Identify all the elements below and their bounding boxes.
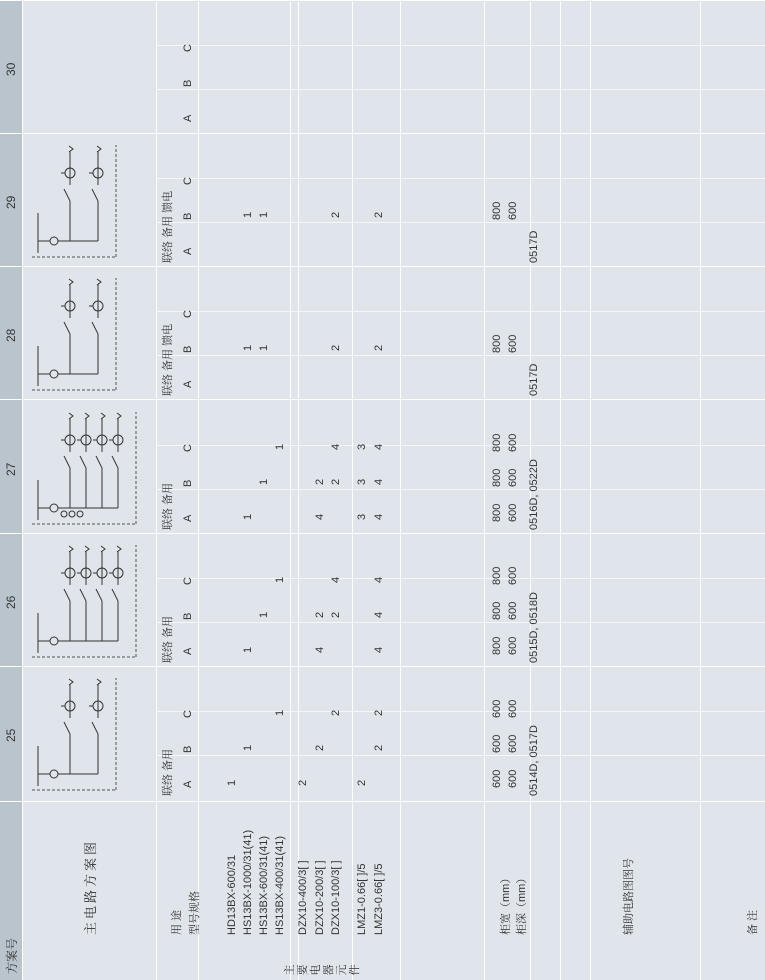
cabinet-width-value: 800 <box>491 468 503 487</box>
circuit-line <box>80 456 86 468</box>
cabinet-width-value: 800 <box>491 334 503 353</box>
component-qty: 1 <box>274 576 286 583</box>
outgoing-arrow <box>117 546 121 552</box>
aux-circuit-code: 0517D <box>528 230 540 263</box>
main-components-label <box>284 964 362 976</box>
main-circuit-diagram <box>24 674 154 794</box>
component-qty: 1 <box>258 478 270 485</box>
scheme-number: 27 <box>4 462 18 476</box>
grid-subline <box>156 89 765 90</box>
outgoing-arrow <box>101 546 105 552</box>
component-name: DZX10-200/3[ ] <box>314 860 326 935</box>
phase-label: C <box>182 177 194 185</box>
grid-vline <box>0 133 765 134</box>
component-qty: 2 <box>314 744 326 751</box>
phase-label: A <box>182 247 194 255</box>
main-components-char: 主 <box>284 964 296 976</box>
outgoing-arrow <box>69 546 73 552</box>
component-qty: 1 <box>242 344 254 351</box>
phase-label: A <box>182 780 194 788</box>
component-qty: 1 <box>258 611 270 618</box>
phase-label: A <box>182 114 194 122</box>
component-qty: 1 <box>274 709 286 716</box>
outgoing-arrow <box>97 146 101 152</box>
main-components-char: 元 <box>336 964 348 976</box>
circuit-line <box>96 589 102 601</box>
grid-hline <box>700 0 701 980</box>
grid-hline <box>560 0 561 980</box>
cabinet-depth-value: 600 <box>507 468 519 487</box>
usage-label: 用 途 <box>171 909 183 935</box>
scheme-number: 29 <box>4 195 18 209</box>
component-name: LMZ3-0.66[ ]/5 <box>373 863 385 935</box>
breaker-symbol <box>50 637 58 645</box>
cabinet-depth-value: 600 <box>507 699 519 718</box>
component-qty: 1 <box>274 443 286 450</box>
cabinet-depth-value: 600 <box>507 636 519 655</box>
circuit-line <box>92 722 98 734</box>
outgoing-arrow <box>69 146 73 152</box>
outgoing-arrow <box>69 279 73 285</box>
scheme-number-band <box>0 0 22 980</box>
grid-hline <box>22 0 23 980</box>
grid-hline <box>298 0 299 980</box>
outgoing-arrow <box>69 413 73 419</box>
cabinet-depth-value: 600 <box>507 201 519 220</box>
main-components-char: 电 <box>310 964 322 976</box>
grid-subline <box>156 578 765 579</box>
scheme-usage: 联络 备用 馈电 <box>162 323 174 396</box>
circuit-line <box>80 589 86 601</box>
outgoing-arrow <box>85 546 89 552</box>
main-circuit-diagram <box>24 541 154 661</box>
aux-circuit-code: 0514D, 0517D <box>528 725 540 796</box>
component-qty: 1 <box>242 744 254 751</box>
grid-subline <box>156 355 765 356</box>
component-qty: 2 <box>373 709 385 716</box>
aux-circuit-code: 0515D, 0518D <box>528 592 540 663</box>
outgoing-arrow <box>97 279 101 285</box>
component-name: HS13BX-400/31(41) <box>274 835 286 935</box>
cabinet-depth-value: 600 <box>507 433 519 452</box>
breaker-symbol <box>69 511 75 517</box>
component-qty: 1 <box>242 646 254 653</box>
phase-label: C <box>182 310 194 318</box>
grid-hline <box>156 0 157 980</box>
grid-hline <box>590 0 591 980</box>
breaker-symbol <box>61 511 67 517</box>
component-qty: 2 <box>356 779 368 786</box>
cabinet-width-value: 800 <box>491 201 503 220</box>
grid-subline <box>156 622 765 623</box>
cabinet-width-value: 600 <box>491 734 503 753</box>
cabinet-depth-value: 600 <box>507 503 519 522</box>
outgoing-arrow <box>117 413 121 419</box>
cabinet-depth-value: 600 <box>507 601 519 620</box>
circuit-line <box>64 322 70 334</box>
grid-hline <box>198 0 199 980</box>
component-qty: 4 <box>373 478 385 485</box>
component-qty: 2 <box>373 744 385 751</box>
grid-hline <box>352 0 353 980</box>
grid-subline <box>156 755 765 756</box>
grid-subline <box>156 222 765 223</box>
component-qty: 2 <box>314 611 326 618</box>
breaker-symbol <box>50 770 58 778</box>
component-qty: 4 <box>330 443 342 450</box>
phase-label: B <box>182 212 194 220</box>
circuit-line <box>64 189 70 201</box>
scheme-number-header: 方案号 <box>5 937 19 974</box>
main-components-char: 器 <box>323 964 335 976</box>
cabinet-width-label: 柜宽（mm） <box>500 872 512 935</box>
component-qty: 1 <box>258 211 270 218</box>
aux-circuit-code: 0516D, 0522D <box>528 459 540 530</box>
component-qty: 4 <box>373 443 385 450</box>
phase-label: B <box>182 745 194 753</box>
circuit-line <box>112 456 118 468</box>
phase-label: B <box>182 612 194 620</box>
grid-subline <box>156 711 765 712</box>
grid-vline <box>0 801 765 802</box>
circuit-line <box>64 456 70 468</box>
cabinet-depth-value: 600 <box>507 769 519 788</box>
main-circuit-diagram <box>24 408 154 528</box>
component-qty: 3 <box>356 478 368 485</box>
aux-circuit-code: 0517D <box>528 363 540 396</box>
component-qty: 1 <box>226 779 238 786</box>
phase-label: B <box>182 479 194 487</box>
breaker-symbol <box>50 504 58 512</box>
cabinet-width-value: 800 <box>491 636 503 655</box>
grid-vline <box>0 533 765 534</box>
grid-hline <box>290 0 291 980</box>
circuit-line <box>96 456 102 468</box>
main-circuit-diagram <box>24 141 154 261</box>
cabinet-width-value: 800 <box>491 601 503 620</box>
component-qty: 2 <box>330 211 342 218</box>
component-qty: 4 <box>314 646 326 653</box>
grid-vline <box>0 0 765 1</box>
component-qty: 4 <box>373 646 385 653</box>
cabinet-depth-label: 柜深（mm） <box>516 872 528 935</box>
model-label: 型号规格 <box>189 891 201 935</box>
component-qty: 3 <box>356 513 368 520</box>
component-name: HD13BX-600/31 <box>226 854 238 935</box>
component-name: HS13BX-1000/31(41) <box>242 829 254 935</box>
scheme-number: 25 <box>4 728 18 742</box>
component-qty: 4 <box>373 576 385 583</box>
grid-subline <box>156 45 765 46</box>
outgoing-arrow <box>101 413 105 419</box>
outgoing-arrow <box>69 679 73 685</box>
grid-subline <box>156 489 765 490</box>
phase-label: A <box>182 647 194 655</box>
component-qty: 2 <box>373 211 385 218</box>
grid-subline <box>156 445 765 446</box>
scheme-usage: 联络 备用 <box>162 482 174 530</box>
phase-label: C <box>182 44 194 52</box>
component-qty: 4 <box>330 576 342 583</box>
grid-hline <box>400 0 401 980</box>
grid-subline <box>156 311 765 312</box>
component-qty: 4 <box>373 611 385 618</box>
circuit-line <box>64 722 70 734</box>
outgoing-arrow <box>97 679 101 685</box>
scheme-number: 28 <box>4 328 18 342</box>
cabinet-width-value: 800 <box>491 433 503 452</box>
grid-subline <box>156 178 765 179</box>
scheme-usage: 联络 备用 <box>162 748 174 796</box>
component-qty: 2 <box>314 478 326 485</box>
scheme-number: 26 <box>4 595 18 609</box>
phase-label: A <box>182 514 194 522</box>
scheme-number: 30 <box>4 62 18 76</box>
aux-circuit-label: 辅助电路图图号 <box>623 858 635 935</box>
component-name: DZX10-100/3[ ] <box>330 860 342 935</box>
circuit-line <box>92 189 98 201</box>
component-qty: 1 <box>242 513 254 520</box>
main-components-char: 要 <box>297 964 309 976</box>
circuit-line <box>64 589 70 601</box>
cabinet-width-value: 600 <box>491 699 503 718</box>
component-qty: 4 <box>373 513 385 520</box>
cabinet-depth-value: 600 <box>507 734 519 753</box>
grid-vline <box>0 266 765 267</box>
grid-hline <box>484 0 485 980</box>
outgoing-arrow <box>85 413 89 419</box>
circuit-line <box>112 589 118 601</box>
phase-label: B <box>182 79 194 87</box>
component-qty: 2 <box>330 478 342 485</box>
scheme-usage: 联络 备用 馈电 <box>162 190 174 263</box>
breaker-symbol <box>77 511 83 517</box>
main-circuit-diagram <box>24 274 154 394</box>
component-qty: 2 <box>330 709 342 716</box>
main-components-char: 件 <box>349 964 361 976</box>
cabinet-width-value: 800 <box>491 503 503 522</box>
scheme-usage: 联络 备用 <box>162 615 174 663</box>
grid-vline <box>0 399 765 400</box>
phase-label: C <box>182 444 194 452</box>
component-qty: 3 <box>356 443 368 450</box>
breaker-symbol <box>50 237 58 245</box>
component-name: HS13BX-600/31(41) <box>258 835 270 935</box>
component-qty: 2 <box>330 611 342 618</box>
phase-label: A <box>182 380 194 388</box>
component-name: LMZ1-0.66[ ]/5 <box>356 863 368 935</box>
cabinet-width-value: 800 <box>491 566 503 585</box>
phase-label: C <box>182 710 194 718</box>
component-qty: 2 <box>330 344 342 351</box>
cabinet-depth-value: 600 <box>507 566 519 585</box>
phase-label: B <box>182 345 194 353</box>
component-qty: 1 <box>258 344 270 351</box>
remarks-label: 备 注 <box>747 909 759 935</box>
component-name: DZX10-400/3[ ] <box>297 860 309 935</box>
cabinet-depth-value: 600 <box>507 334 519 353</box>
component-qty: 1 <box>242 211 254 218</box>
breaker-symbol <box>50 370 58 378</box>
grid-vline <box>0 666 765 667</box>
phase-label: C <box>182 577 194 585</box>
component-qty: 2 <box>373 344 385 351</box>
component-qty: 2 <box>297 779 309 786</box>
circuit-line <box>92 322 98 334</box>
main-circuit-label: 主电路方案图 <box>83 838 98 935</box>
component-qty: 4 <box>314 513 326 520</box>
cabinet-width-value: 600 <box>491 769 503 788</box>
